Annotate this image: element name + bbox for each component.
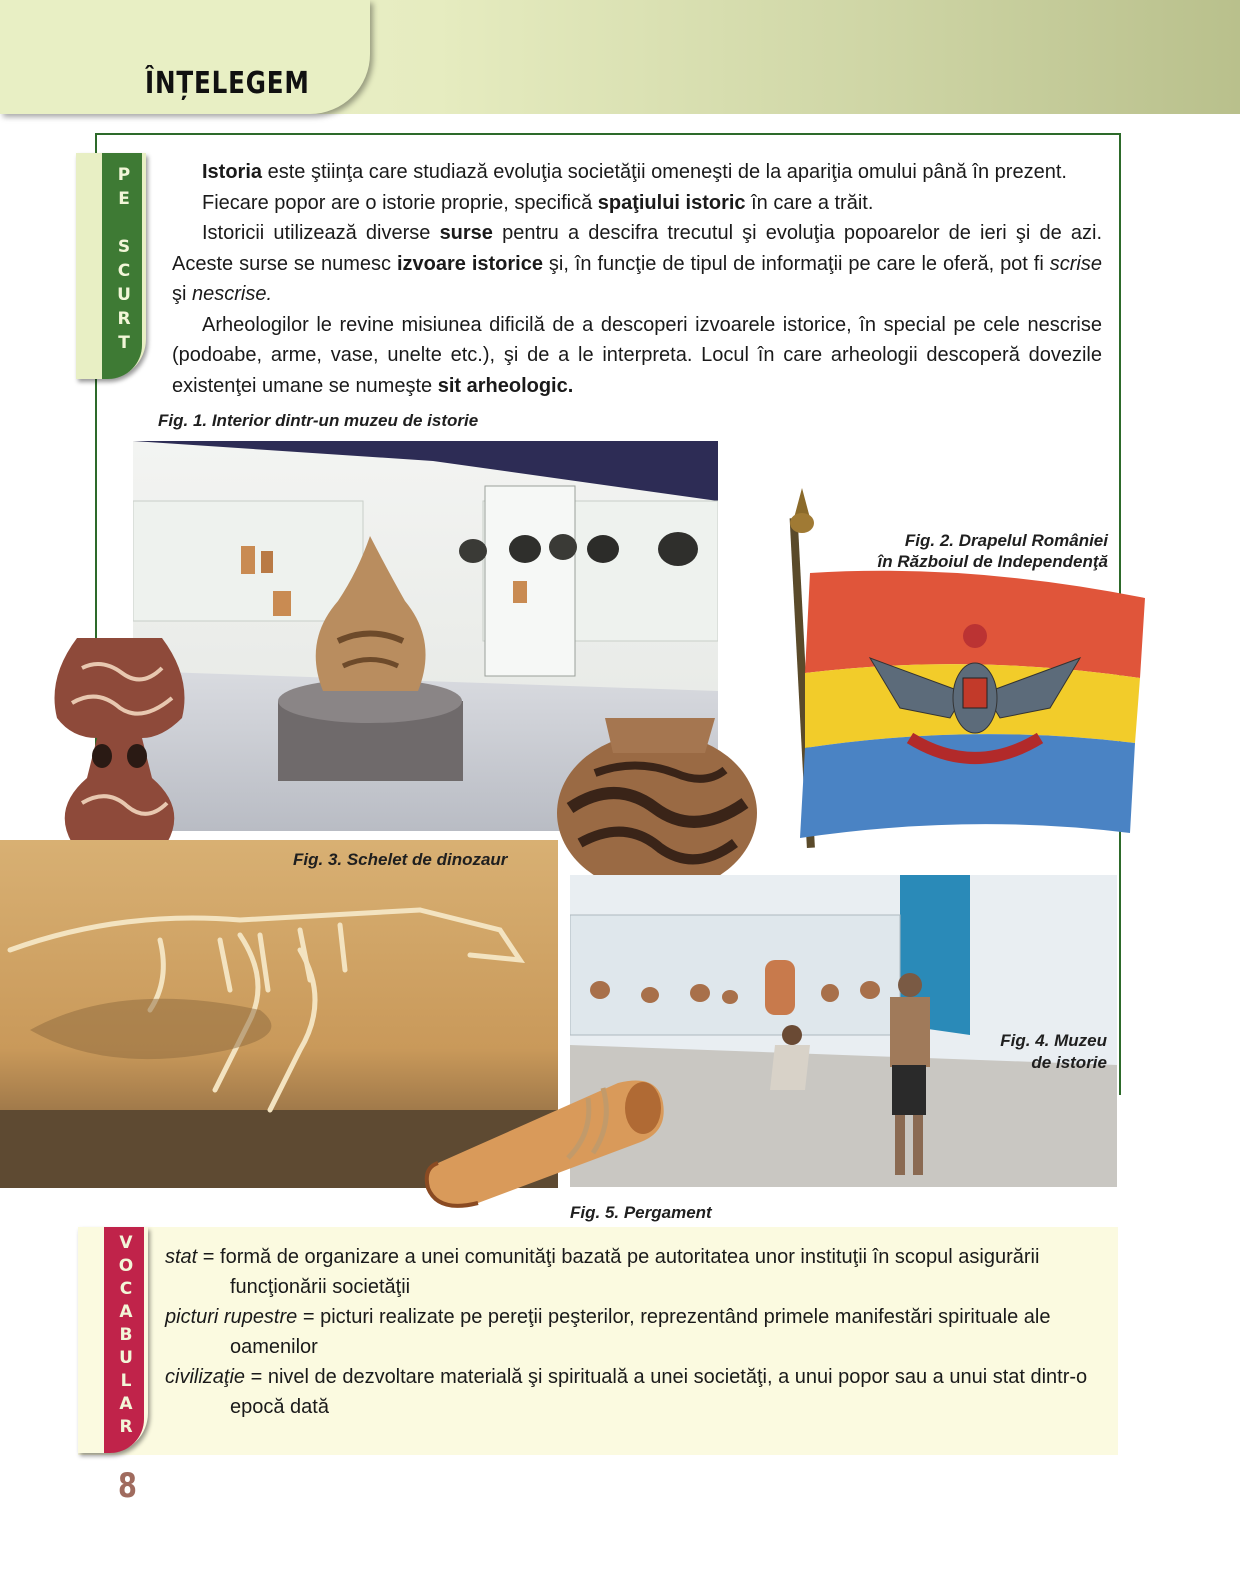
text-run: Fiecare popor are o istorie proprie, specifică	[202, 191, 598, 214]
vocabulary-entry	[165, 1362, 1105, 1422]
text-run: şi	[172, 283, 192, 305]
cucuteni-vase-image	[42, 628, 197, 853]
tab-letter: A	[119, 1302, 133, 1322]
tab-letter: C	[117, 261, 131, 281]
tab-letter: C	[119, 1279, 133, 1299]
text-run: Istoricii utilizează diverse	[202, 222, 440, 244]
tab-letter: L	[120, 1371, 132, 1391]
tab-letter: P	[117, 165, 131, 185]
tab-letter: R	[119, 1417, 133, 1437]
vocabular-tab	[78, 1227, 148, 1453]
parchment-scroll-image	[418, 1063, 676, 1213]
key-term: izvoare istorice	[396, 252, 543, 275]
section-tab	[0, 0, 370, 114]
fig5-caption: Fig. 5. Pergament	[570, 1203, 712, 1222]
key-term: Istoria	[202, 161, 263, 183]
pe-scurt-tab	[76, 153, 146, 379]
tab-letter: T	[118, 333, 130, 353]
romanian-flag-image	[780, 478, 1150, 858]
pe-scurt-text	[172, 157, 1102, 401]
vocabulary-entry	[165, 1242, 1105, 1302]
painted-pot-image	[555, 708, 760, 896]
page-number: 8	[118, 1466, 137, 1506]
key-term: surse	[439, 222, 493, 244]
section-title: ÎNȚELEGEM	[145, 66, 310, 101]
fig1-caption: Fig. 1. Interior dintr-un muzeu de istorie	[158, 411, 479, 430]
vocabulary-term: stat	[165, 1246, 198, 1268]
tab-letter: U	[119, 1348, 133, 1368]
tab-letter: B	[119, 1325, 133, 1345]
tab-letter: S	[117, 237, 131, 257]
tab-letter: A	[119, 1394, 133, 1414]
pe-scurt-paragraph	[172, 157, 1102, 188]
vocabulary-term: picturi rupestre	[165, 1306, 298, 1328]
text-run: este ştiinţa care studiază evoluţia societăţii omeneşti de la apariţia omului până în prezent.	[262, 161, 1067, 183]
text-run: pentru a descifra trecutul şi evoluţia popoarelor de ieri şi de azi. Aceste surse se numesc	[172, 222, 1103, 275]
text-run: în care a trăit.	[745, 191, 874, 214]
tab-letter: E	[118, 189, 130, 209]
vocabulary-definition: = picturi realizate pe pereţii peşterilor, reprezentând primele manifestări spirituale ale oamenilor	[230, 1306, 1051, 1358]
text-run: nescrise.	[192, 283, 273, 305]
vocabulary-term: civilizaţie	[165, 1366, 246, 1388]
pe-scurt-paragraph	[172, 218, 1102, 310]
fig3-caption: Fig. 3. Schelet de dinozaur	[293, 850, 508, 869]
vocabulary-definition: = formă de organizare a unei comunităţi bazată pe autoritatea unor instituţii în scopul asigurării funcţionării societăţii	[197, 1246, 1040, 1298]
text-run: şi, în funcţie de tipul de informaţii pe care le oferă, pot fi	[542, 252, 1050, 275]
key-term: spaţiului istoric	[597, 191, 746, 214]
vocabulary-list	[165, 1242, 1105, 1422]
fig2-caption: Fig. 2. Drapelul României în Războiul de Independenţă	[877, 531, 1108, 571]
tab-letter: R	[117, 309, 131, 329]
key-term: sit arheologic.	[437, 374, 574, 397]
tab-letter: O	[118, 1256, 134, 1276]
pe-scurt-paragraph	[172, 310, 1102, 402]
vocabulary-entry	[165, 1302, 1105, 1362]
tab-letter: V	[119, 1233, 133, 1253]
tab-letter: U	[117, 285, 131, 305]
text-run: Arheologilor le revine misiunea dificilă de a descoperi izvoarele istorice, în special pe cele nescrise (podoabe, arme, vase, unelte etc.), şi de a le interpreta. Locul în care arheologii descoperă dovezile existenţei umane se numeşte	[172, 313, 1102, 397]
text-run: scrise	[1049, 252, 1102, 275]
fig4-caption: Fig. 4. Muzeu de istorie	[1000, 1031, 1107, 1072]
pe-scurt-paragraph	[172, 188, 1102, 219]
vocabulary-definition: = nivel de dezvoltare materială şi spirituală a unei societăţi, a unui popor sau a unui stat dintr-o epocă dată	[230, 1366, 1088, 1418]
